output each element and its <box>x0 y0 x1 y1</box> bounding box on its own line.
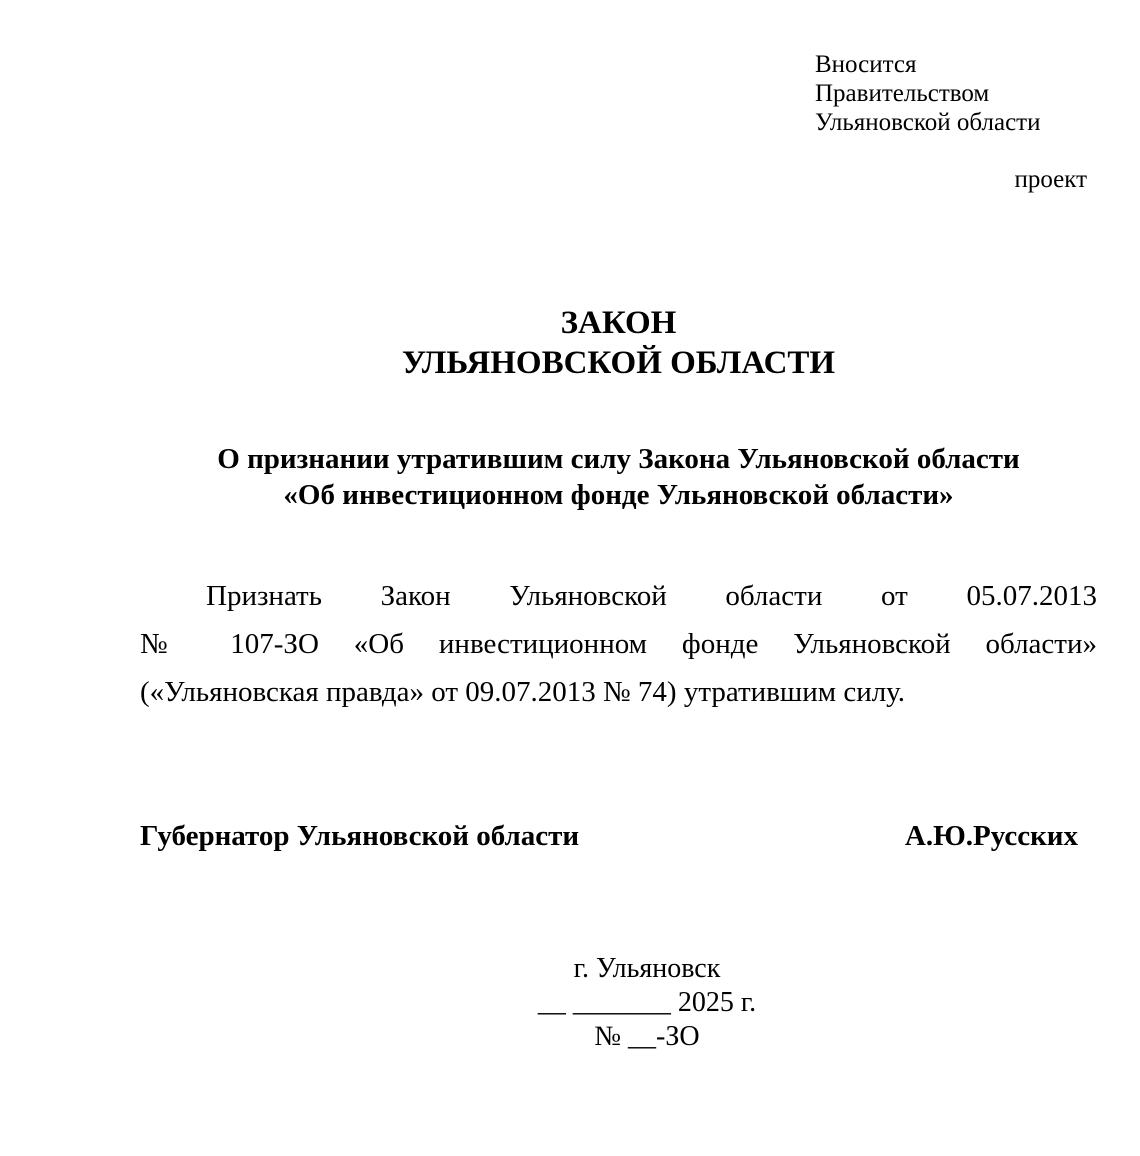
law-title-line-2: УЛЬЯНОВСКОЙ ОБЛАСТИ <box>401 345 836 381</box>
law-subject-line-1: О признании утратившим силу Закона Ульяновской области <box>217 443 1020 475</box>
law-subject-line-2: «Об инвестиционном фонде Ульяновской области» <box>283 479 954 511</box>
body-line-1: Признать Закон Ульяновской области от 05.07.2013 <box>206 580 1097 612</box>
body-line-2: № 107-ЗО «Об инвестиционном фонде Ульяновской области» <box>140 628 1097 660</box>
issuance-block <box>154 952 1140 1054</box>
signature-row <box>140 820 1097 853</box>
body-line-3: («Ульяновская правда» от 09.07.2013 № 74) утратившим силу. <box>140 676 906 708</box>
law-title <box>140 303 1097 383</box>
signature-position: Губернатор Ульяновской области <box>140 820 580 852</box>
submitted-by-line-3: Ульяновской области <box>815 109 1041 136</box>
submitted-by-line-2: Правительством <box>815 80 990 107</box>
signature-name: А.Ю.Русских <box>904 820 1078 852</box>
law-title-line-1: ЗАКОН <box>560 305 677 341</box>
law-subject <box>140 441 1097 513</box>
issuance-date-line: __ _______ 2025 г. <box>537 987 757 1018</box>
submitted-by-line-1: Вносится <box>815 51 917 78</box>
submitted-by-block <box>815 50 1040 137</box>
issuance-city: г. Ульяновск <box>573 953 721 984</box>
draft-label: проект <box>1014 166 1087 193</box>
issuance-number-line: № __-ЗО <box>594 1021 700 1052</box>
law-body-paragraph <box>140 572 1097 716</box>
